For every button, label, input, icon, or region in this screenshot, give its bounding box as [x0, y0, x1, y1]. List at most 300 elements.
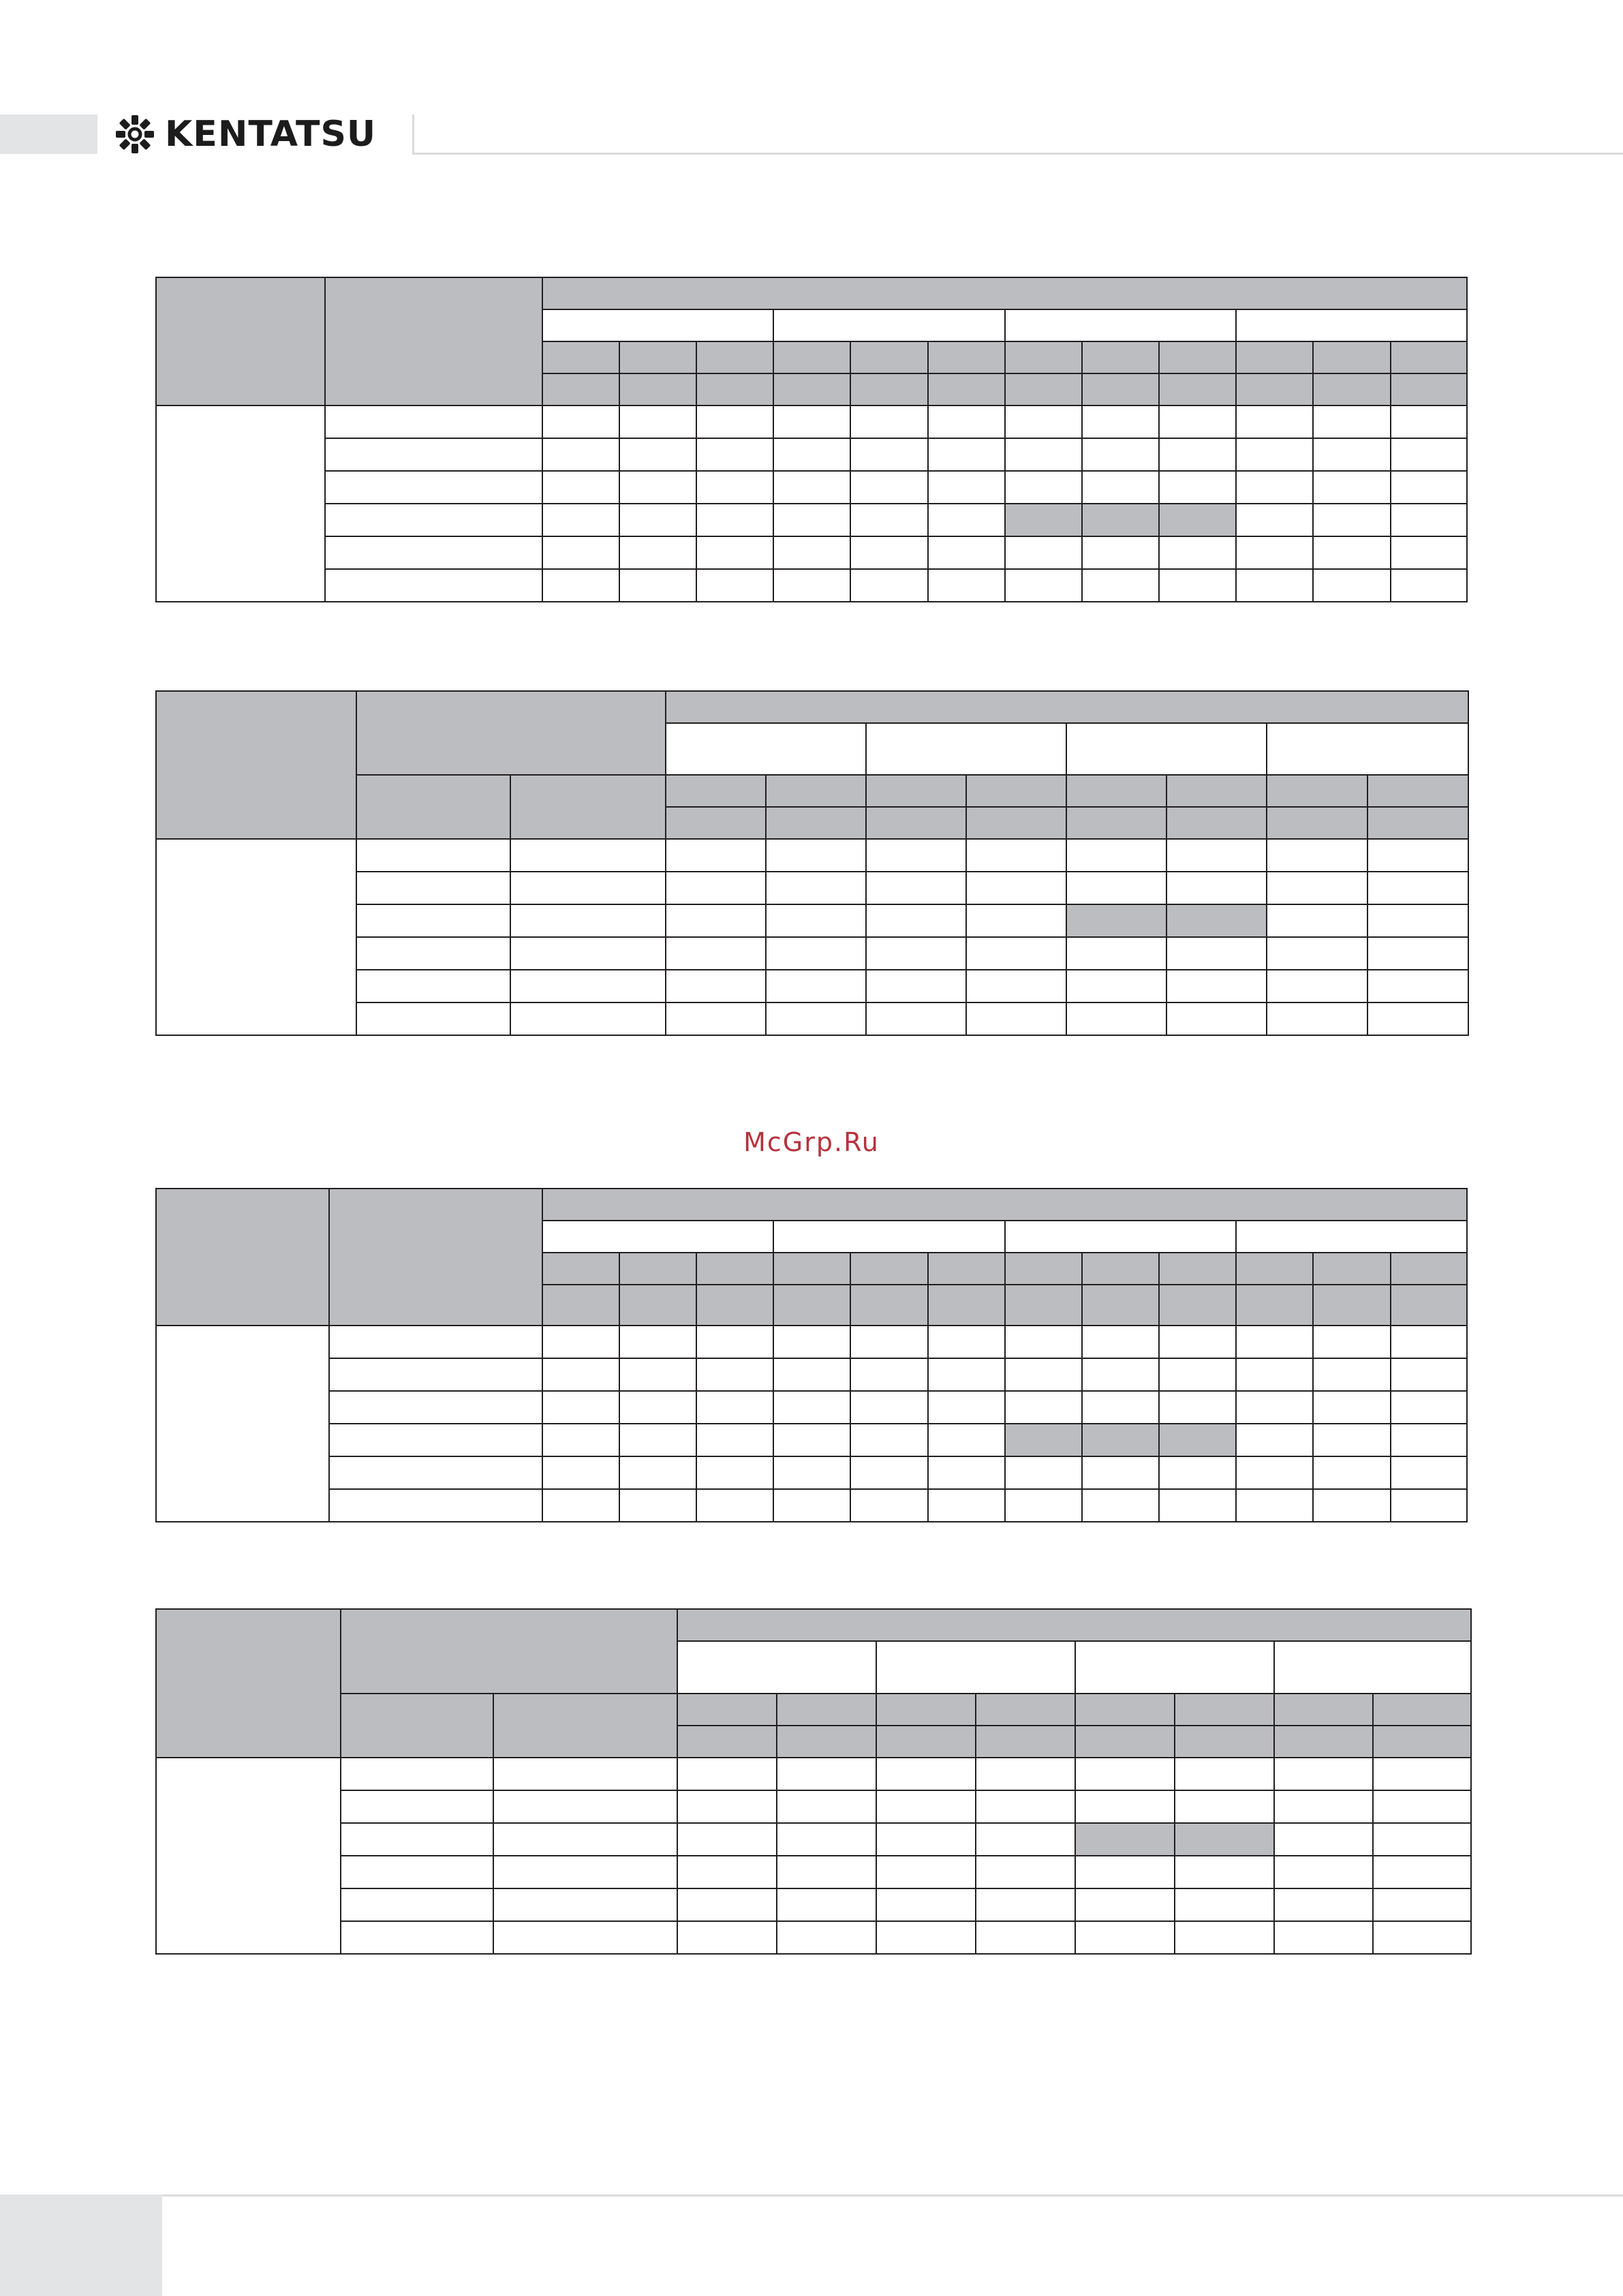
- row-group-cell: [156, 1758, 341, 1954]
- table-cell: [542, 1326, 619, 1358]
- table-row: [156, 536, 1467, 569]
- table-cell: [1159, 405, 1236, 438]
- table-cell: [619, 536, 696, 569]
- table-cell: [696, 1391, 773, 1424]
- table-cell: [696, 1326, 773, 1358]
- table-cell: [341, 1790, 493, 1823]
- table-cell: [850, 1489, 927, 1522]
- table-cell: [696, 569, 773, 602]
- table-cell: [1066, 937, 1166, 970]
- table-cell: [1391, 569, 1467, 602]
- table-cell: [1066, 970, 1166, 1002]
- table-row: [156, 1921, 1471, 1954]
- table-cell: [976, 1856, 1075, 1888]
- table-cell: [1274, 1758, 1373, 1790]
- table-cell: [356, 970, 510, 1002]
- table-cell: [510, 970, 666, 1002]
- group-header: [876, 1641, 1075, 1694]
- table-cell: [777, 1823, 876, 1856]
- table-cell: [1373, 1823, 1471, 1856]
- corner-cell: [156, 277, 325, 405]
- table-cell: [341, 1758, 493, 1790]
- header-cell: [1159, 1285, 1236, 1326]
- table-cell: [1005, 569, 1082, 602]
- row-group-cell: [156, 1326, 329, 1522]
- header-cell: [542, 1285, 619, 1326]
- table-cell: [325, 405, 542, 438]
- label-subheader: [493, 1694, 677, 1758]
- table-cell: [766, 1002, 866, 1035]
- table-cell: [1313, 405, 1390, 438]
- table-cell: [850, 1424, 927, 1456]
- highlight-cell: [1175, 1823, 1274, 1856]
- table-cell: [666, 839, 766, 872]
- table-cell: [966, 872, 1066, 904]
- table-cell: [1005, 471, 1082, 504]
- table-cell: [1367, 937, 1468, 970]
- header-cell: [928, 373, 1005, 405]
- table-cell: [773, 536, 850, 569]
- header-cell: [1005, 341, 1082, 373]
- table-cell: [666, 904, 766, 937]
- header-cell: [773, 1253, 850, 1285]
- table-cell: [928, 1456, 1005, 1489]
- header-cell: [1236, 373, 1313, 405]
- group-header: [1075, 1641, 1274, 1694]
- header-cell: [1373, 1726, 1471, 1758]
- header-cell: [1159, 373, 1236, 405]
- table-cell: [773, 1326, 850, 1358]
- table-cell: [619, 1456, 696, 1489]
- table-cell: [1166, 872, 1267, 904]
- header-cell: [777, 1726, 876, 1758]
- header-cell: [1267, 807, 1367, 839]
- table-cell: [1236, 504, 1313, 536]
- header-cell: [766, 775, 866, 807]
- header-cell: [1005, 373, 1082, 405]
- table-cell: [619, 1358, 696, 1391]
- table-cell: [773, 1358, 850, 1391]
- header-cell: [677, 1726, 777, 1758]
- table-cell: [1082, 536, 1159, 569]
- table-cell: [356, 872, 510, 904]
- header-cell: [1391, 1285, 1467, 1326]
- table-cell: [1236, 471, 1313, 504]
- table-cell: [876, 1921, 976, 1954]
- table-cell: [1166, 1002, 1267, 1035]
- label-header: [356, 691, 666, 775]
- table-cell: [1075, 1888, 1175, 1921]
- table-cell: [666, 1002, 766, 1035]
- header-cell: [619, 1285, 696, 1326]
- table-cell: [866, 904, 966, 937]
- table-cell: [493, 1790, 677, 1823]
- table-cell: [1274, 1888, 1373, 1921]
- table-cell: [1005, 1391, 1082, 1424]
- table-cell: [619, 1489, 696, 1522]
- table-cell: [773, 1391, 850, 1424]
- table-cell: [966, 937, 1066, 970]
- table-cell: [976, 1888, 1075, 1921]
- header-cell: [696, 373, 773, 405]
- header-cell: [773, 1285, 850, 1326]
- table-cell: [866, 872, 966, 904]
- table-cell: [1166, 839, 1267, 872]
- table-cell: [542, 536, 619, 569]
- table-cell: [766, 970, 866, 1002]
- group-header: [666, 723, 866, 775]
- table-cell: [773, 438, 850, 471]
- table-row: [156, 1358, 1467, 1391]
- table-cell: [773, 569, 850, 602]
- table-cell: [1391, 405, 1467, 438]
- header-cell: [619, 373, 696, 405]
- table-cell: [666, 970, 766, 1002]
- header-cell: [1313, 1285, 1390, 1326]
- table-cell: [542, 1456, 619, 1489]
- header-cell: [666, 775, 766, 807]
- table-cell: [1066, 872, 1166, 904]
- header-cell: [542, 373, 619, 405]
- table-cell: [773, 504, 850, 536]
- table-cell: [696, 471, 773, 504]
- group-header: [677, 1641, 876, 1694]
- table-cell: [1391, 1391, 1467, 1424]
- table-cell: [619, 504, 696, 536]
- corner-cell: [156, 1609, 341, 1758]
- table-cell: [1267, 1002, 1367, 1035]
- header-cell: [1313, 1253, 1390, 1285]
- header-cell: [542, 341, 619, 373]
- table-cell: [696, 1456, 773, 1489]
- table-cell: [696, 1358, 773, 1391]
- table-cell: [341, 1823, 493, 1856]
- table-cell: [677, 1888, 777, 1921]
- header-cell: [1066, 807, 1166, 839]
- table-cell: [542, 504, 619, 536]
- table-cell: [341, 1888, 493, 1921]
- table-cell: [510, 872, 666, 904]
- table-cell: [1236, 1489, 1313, 1522]
- table-cell: [1066, 839, 1166, 872]
- header-cell: [1166, 807, 1267, 839]
- table-cell: [1175, 1888, 1274, 1921]
- table-cell: [1159, 1326, 1236, 1358]
- table-cell: [928, 569, 1005, 602]
- table-cell: [850, 471, 927, 504]
- header-cell: [1367, 775, 1468, 807]
- header-cell: [866, 807, 966, 839]
- header-cell: [1075, 1726, 1175, 1758]
- table-row: [156, 471, 1467, 504]
- group-header: [1005, 1221, 1236, 1253]
- table-cell: [619, 405, 696, 438]
- table-cell: [619, 438, 696, 471]
- table-cell: [928, 1391, 1005, 1424]
- table-cell: [1005, 438, 1082, 471]
- table-cell: [1313, 471, 1390, 504]
- table-cell: [1005, 1358, 1082, 1391]
- table-row: [156, 569, 1467, 602]
- table-cell: [666, 937, 766, 970]
- label-header: [329, 1189, 542, 1326]
- table-cell: [1236, 1424, 1313, 1456]
- table-cell: [677, 1856, 777, 1888]
- table-cell: [1274, 1856, 1373, 1888]
- table-cell: [1236, 1456, 1313, 1489]
- table-cell: [1313, 438, 1390, 471]
- table-cell: [1082, 471, 1159, 504]
- header-cell: [1175, 1726, 1274, 1758]
- header-cell: [1082, 341, 1159, 373]
- table-cell: [876, 1856, 976, 1888]
- table-1: [155, 277, 1468, 602]
- highlight-cell: [1075, 1823, 1175, 1856]
- table-row: [156, 438, 1467, 471]
- table-cell: [1391, 1358, 1467, 1391]
- table-cell: [696, 405, 773, 438]
- header-cell: [666, 807, 766, 839]
- table-cell: [976, 1790, 1075, 1823]
- table-cell: [773, 1456, 850, 1489]
- table-cell: [619, 1391, 696, 1424]
- table-cell: [928, 1326, 1005, 1358]
- table-cell: [766, 937, 866, 970]
- label-subheader: [510, 775, 666, 839]
- table-cell: [619, 1424, 696, 1456]
- table-cell: [1159, 1391, 1236, 1424]
- header-cell: [928, 1285, 1005, 1326]
- highlight-cell: [1005, 1424, 1082, 1456]
- table-cell: [1391, 504, 1467, 536]
- table-cell: [976, 1921, 1075, 1954]
- table-row: [156, 1489, 1467, 1522]
- table-cell: [1175, 1790, 1274, 1823]
- table-cell: [1313, 504, 1390, 536]
- table-cell: [1159, 569, 1236, 602]
- table-row: [156, 504, 1467, 536]
- label-header: [325, 277, 542, 405]
- table-cell: [356, 904, 510, 937]
- table-cell: [773, 1424, 850, 1456]
- header-cell: [966, 775, 1066, 807]
- brand-name: KENTATSU: [165, 114, 377, 155]
- table-cell: [1082, 405, 1159, 438]
- table-cell: [1313, 536, 1390, 569]
- header-cell: [850, 341, 927, 373]
- group-header: [1005, 309, 1236, 341]
- header-cell: [1082, 373, 1159, 405]
- table-cell: [773, 405, 850, 438]
- header-cell: [1005, 1285, 1082, 1326]
- table-cell: [542, 1358, 619, 1391]
- table-cell: [493, 1758, 677, 1790]
- table-cell: [777, 1790, 876, 1823]
- table-cell: [1391, 536, 1467, 569]
- table-cell: [325, 438, 542, 471]
- header-cell: [966, 807, 1066, 839]
- table-cell: [773, 1489, 850, 1522]
- table-cell: [1313, 1456, 1390, 1489]
- header-cell: [1313, 341, 1390, 373]
- table-cell: [1274, 1823, 1373, 1856]
- table-cell: [1075, 1758, 1175, 1790]
- table-row: [156, 839, 1468, 872]
- table-cell: [1005, 1326, 1082, 1358]
- table-row: [156, 1456, 1467, 1489]
- table-cell: [766, 904, 866, 937]
- table-cell: [1313, 1391, 1390, 1424]
- table-cell: [876, 1823, 976, 1856]
- table-cell: [356, 839, 510, 872]
- table-cell: [329, 1326, 542, 1358]
- highlight-cell: [1159, 504, 1236, 536]
- header-cell: [850, 373, 927, 405]
- table-cell: [777, 1758, 876, 1790]
- table-cell: [966, 904, 1066, 937]
- table-cell: [777, 1921, 876, 1954]
- header-cell: [1066, 775, 1166, 807]
- footer-rule: [162, 2194, 1623, 2196]
- header-cell: [976, 1694, 1075, 1726]
- group-header: [773, 1221, 1004, 1253]
- header-cell: [850, 1285, 927, 1326]
- table-cell: [542, 1489, 619, 1522]
- highlight-cell: [1082, 1424, 1159, 1456]
- table-cell: [1367, 1002, 1468, 1035]
- header-cell: [1075, 1694, 1175, 1726]
- table-cell: [1367, 872, 1468, 904]
- table-cell: [1005, 536, 1082, 569]
- top-header: [542, 277, 1467, 309]
- table-cell: [866, 839, 966, 872]
- group-header: [866, 723, 1066, 775]
- header-side-band: [0, 114, 97, 154]
- table-cell: [1373, 1921, 1471, 1954]
- header-cell: [773, 341, 850, 373]
- table-cell: [1373, 1790, 1471, 1823]
- top-header: [677, 1609, 1471, 1641]
- table-cell: [677, 1921, 777, 1954]
- label-subheader: [356, 775, 510, 839]
- group-header: [542, 309, 773, 341]
- header-cell: [766, 807, 866, 839]
- table-cell: [1005, 1456, 1082, 1489]
- table-cell: [928, 504, 1005, 536]
- table-cell: [928, 405, 1005, 438]
- corner-cell: [156, 1189, 329, 1326]
- table-cell: [966, 839, 1066, 872]
- table-cell: [666, 872, 766, 904]
- table-cell: [1175, 1856, 1274, 1888]
- table-cell: [493, 1823, 677, 1856]
- table-cell: [928, 1424, 1005, 1456]
- table-cell: [1373, 1856, 1471, 1888]
- header-cell: [866, 775, 966, 807]
- table-cell: [1075, 1921, 1175, 1954]
- table-cell: [1166, 970, 1267, 1002]
- table-cell: [510, 904, 666, 937]
- table-cell: [1267, 904, 1367, 937]
- table-cell: [1159, 1358, 1236, 1391]
- header-divider: [412, 114, 414, 154]
- table-2: [155, 690, 1469, 1036]
- table-cell: [766, 839, 866, 872]
- header-cell: [777, 1694, 876, 1726]
- header-cell: [850, 1253, 927, 1285]
- table-cell: [329, 1391, 542, 1424]
- table-row: [156, 1391, 1467, 1424]
- header-cell: [696, 1285, 773, 1326]
- table-cell: [1082, 1358, 1159, 1391]
- table-row: [156, 1856, 1471, 1888]
- table-cell: [1005, 1489, 1082, 1522]
- table-cell: [1175, 1758, 1274, 1790]
- group-header: [1274, 1641, 1471, 1694]
- table-row: [156, 405, 1467, 438]
- table-cell: [1082, 438, 1159, 471]
- gear-flower-icon: [116, 115, 154, 153]
- header-cell: [1391, 341, 1467, 373]
- table-cell: [1373, 1888, 1471, 1921]
- header-cell: [696, 1253, 773, 1285]
- table-cell: [1159, 1489, 1236, 1522]
- brand-logo: [116, 109, 376, 159]
- table-cell: [1391, 1489, 1467, 1522]
- table-cell: [1005, 405, 1082, 438]
- highlight-cell: [1066, 904, 1166, 937]
- header-cell: [1005, 1253, 1082, 1285]
- header-cell: [1166, 775, 1267, 807]
- table-cell: [766, 872, 866, 904]
- table-cell: [325, 504, 542, 536]
- table-cell: [1267, 937, 1367, 970]
- table-cell: [1367, 970, 1468, 1002]
- table-cell: [329, 1489, 542, 1522]
- table-cell: [1313, 1489, 1390, 1522]
- corner-cell: [156, 691, 356, 839]
- table-cell: [677, 1823, 777, 1856]
- table-cell: [696, 1424, 773, 1456]
- header-cell: [619, 1253, 696, 1285]
- label-header: [341, 1609, 677, 1694]
- table-cell: [356, 937, 510, 970]
- table-cell: [1391, 1424, 1467, 1456]
- table-cell: [866, 1002, 966, 1035]
- table-cell: [928, 471, 1005, 504]
- highlight-cell: [1082, 504, 1159, 536]
- highlight-cell: [1159, 1424, 1236, 1456]
- table-cell: [619, 1326, 696, 1358]
- watermark: McGrp.Ru: [743, 1127, 880, 1157]
- table-cell: [1267, 970, 1367, 1002]
- table-row: [156, 1888, 1471, 1921]
- table-row: [156, 1424, 1467, 1456]
- table-cell: [1075, 1790, 1175, 1823]
- table-cell: [976, 1823, 1075, 1856]
- table-cell: [1166, 937, 1267, 970]
- table-cell: [966, 1002, 1066, 1035]
- table-cell: [1274, 1790, 1373, 1823]
- table-cell: [850, 569, 927, 602]
- table-cell: [696, 438, 773, 471]
- table-row: [156, 1790, 1471, 1823]
- table-cell: [542, 569, 619, 602]
- header-cell: [976, 1726, 1075, 1758]
- table-cell: [1367, 904, 1468, 937]
- table-cell: [325, 536, 542, 569]
- table-cell: [866, 937, 966, 970]
